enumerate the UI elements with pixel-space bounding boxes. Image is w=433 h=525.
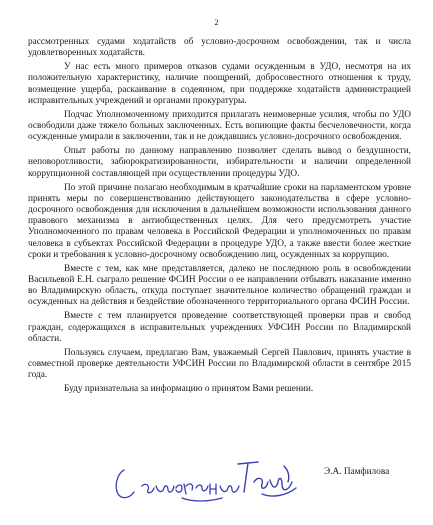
signer-name: Э.А. Памфилова	[324, 467, 390, 477]
paragraph-continuation: рассмотренных судами ходатайств об условно-досрочном освобождении, так и числа удовлетворенных ходатайств.	[28, 37, 411, 59]
paragraph: Вместе с тем планируется проведение соответствующей проверки прав и свобод граждан, содержащихся в исправительных учреждениях УФСИН России по Владимирской области.	[28, 311, 411, 344]
handwritten-closing	[112, 456, 252, 508]
paragraph: По этой причине полагаю необходимым в кратчайшие сроки на парламентском уровне принять меры по совершенствованию действующего законодательства в сфере условно-досрочного освобождения для исключения в дальнейшем возможности использования данного правового механизма в антиобщественных целях. Для чего предусмотреть участие Уполномоченного по правам человека в Российской Федерации и уполномоченных по правам человека в субъектах Российской Федерации в процедуре УДО, а также ввести более жесткие сроки и требования к условно-досрочному освобождению лиц, осужденных за коррупцию.	[28, 182, 411, 260]
paragraph: Вместе с тем, как мне представляется, далеко не последнюю роль в освобождении Васильевой Е.Н. сыграло решение ФСИН России о ее направлении отбывать наказание именно во Владимирскую область, откуда поступает значительное количество обращений граждан и осужденных на действия и бездействие обозначенного территориального органа ФСИН России.	[28, 263, 411, 308]
signature-block	[0, 450, 433, 510]
paragraph: Буду признательна за информацию о принятом Вами решении.	[64, 384, 314, 395]
paragraph: Подчас Уполномоченному приходится прилагать неимоверные усилия, чтобы по УДО освободили даже тяжело больных заключенных. Есть вопиющие факты бесчеловечности, когда осужденные умирали в заключении, так и не дождавшись условно-досрочного освобождения.	[28, 109, 411, 143]
letter-body	[28, 37, 411, 398]
paragraph: У нас есть много примеров отказов судами осужденным в УДО, несмотря на их положительную характеристику, наличие поощрений, добросовестного отношения к труду, возмещение ущерба, раскаивание в содеянном, при поддержке ходатайств администрацией исправительных учреждений и органами прокуратуры.	[28, 62, 411, 106]
paragraph: Пользуясь случаем, предлагаю Вам, уважаемый Сергей Павлович, принять участие в совместной проверке деятельности УФСИН России по Владимирской области в сентябре 2015 года.	[28, 347, 411, 381]
paragraph: Опыт работы по данному направлению позволяет сделать вывод о бездушности, неповоротливости, забюрократизированности, избирательности и наличии определенной коррупционной составляющей при осуществлении процедуры УДО.	[28, 146, 411, 179]
handwritten-signature	[232, 452, 302, 502]
page-number: 2	[214, 17, 219, 27]
